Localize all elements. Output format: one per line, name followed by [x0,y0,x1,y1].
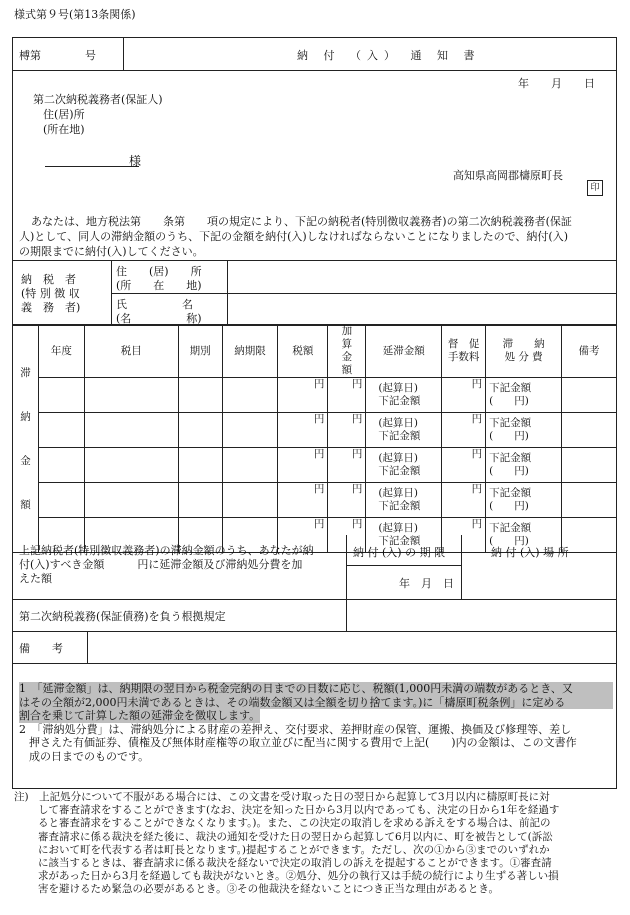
issue-date: 年 月 日 [518,77,595,90]
taxpayer-label-l2: (特 別 徴 収 [21,287,80,300]
taxpayer-label-l1: 納 税 者 [21,273,76,286]
taxpayer-address-l2: (所 在 地) [116,279,202,292]
col-late: 延滞金額 [366,325,442,378]
addressee-address: 住(居)所 [43,108,85,121]
note-2-line2: 押さえた有価証券、債権及び無体財産権等の取立並びに配当に関する費用で上記( )内の金額は、この文書作 [29,736,577,749]
notes-section [19,682,613,763]
col-year: 年度 [38,325,84,378]
note-1-line2: はその全額が2,000円未満であるときは、その端数金額又は全額を切り捨てます。)に「檮原町税条例」に定める [19,696,613,710]
summary-text-l3: えた額 [19,572,52,585]
addressee-role: 第二次納税義務者(保証人) [33,93,163,106]
number-label: 榑第 号 [19,49,96,62]
basis-row [13,599,616,632]
notice-form [12,37,617,789]
side-label: 滞 納 金 額 [13,325,39,553]
note-2-line3: 成の日までのものです。 [29,749,150,763]
table-row: 円 円 (起算日) 下記金額 円 下記金額 ( 円) [13,378,617,413]
col-remarks: 備考 [562,325,617,378]
seal-stamp: 印 [587,180,603,196]
col-tax: 税額 [278,325,328,378]
table-header-row [13,325,617,378]
document-title: 納 付 （入） 通 知 書 [297,49,481,62]
col-item: 税目 [84,325,178,378]
addressee-sama: 様 [129,154,142,168]
addressee-name-line [45,166,139,167]
summary-text-l1: 上記納税者(特別徴収義務者)の滞納金額のうち、あなたが納 [19,544,314,557]
body-text-line3: の期限までに納付(入)してください。 [19,245,204,258]
taxpayer-block [13,260,616,326]
number-cell [13,38,124,70]
form-number: 様式第９号(第13条関係) [14,8,136,21]
table-row: 円 円 (起算日) 下記金額 円 下記金額 ( 円) [13,413,617,448]
note-1-line3: 割合を乗じて計算した額の延滞金を徴収します。 [19,709,261,722]
remarks-label: 備 考 [19,642,63,655]
col-period: 期別 [178,325,222,378]
taxpayer-name-l1: 氏 名 [116,298,193,311]
remarks-row [13,631,616,664]
deadline-label: 納 付 (入) の 期 限 [353,546,446,559]
issuer-name: 高知県高岡郡檮原町長 [453,169,563,182]
note-2-line1: 2 「滞納処分費」は、滞納処分による財産の差押え、交付要求、差押財産の保管、運搬、換価及び修理等、差し [19,722,572,736]
basis-label: 第二次納税義務(保証債務)を負う根拠規定 [19,610,226,623]
taxpayer-name-l2: (名 称) [116,312,202,325]
table-row: 円 円 (起算日) 下記金額 円 下記金額 ( 円) [13,448,617,483]
table-row: 円 円 (起算日) 下記金額 円 下記金額 ( 円) [13,483,617,518]
col-add: 加 算 金 額 [328,325,366,378]
payment-place-label: 納 付 (入) 場 所 [491,546,569,559]
summary-text-l2: 付(入)すべき金額 円に延滞金額及び滞納処分費を加 [19,558,303,571]
note-1-line1: 1 「延滞金額」は、納期限の翌日から税金完納の日までの日数に応じ、税額(1,000円未満の端数があるとき、又 [19,682,613,696]
header-row [13,38,616,71]
arrears-table [12,324,617,553]
summary-block [13,535,616,600]
taxpayer-label-l3: 義 務 者) [21,301,81,314]
footer-note: 注) 上記処分について不服がある場合には、この文書を受け取った日の翌日から起算して3月以内に檮原町長に対 して審査請求をすることができます(なお、決定を知った日から3月以内であっても、決定の日から1年を経過す ると審査請求をすることができなくなります。)。また、この決定の取消しを求める訴えをする場合は、前記の 審査請求に係る裁決を経た後に、裁決の通知を受けた日の翌日から起算して6月以内に、町を被告として(訴訟 において町を代表する者は町長となります。)提起することができます。ただし、次の①から③までのいずれか に該当するときは、審査請求に係る裁決を経ないで決定の取消しの訴えを提起することができます。①審査請 求があった日から3月を経過しても裁決がないとき。②処分、処分の執行又は手続の続行により生ずる著しい損 害を避けるため緊急の必要があるとき。③その他裁決を経ないことにつき正当な理由があるとき。 [14,791,560,896]
table-row: 円 円 (起算日) 下記金額 円 下記金額 ( 円) [13,518,617,553]
body-text-line2: 人)として、同人の滞納金額のうち、下記の金額を納付(入)しなければならないことになりましたので、納付(入) [19,230,569,243]
taxpayer-address-l1: 住 (居) 所 [116,265,202,278]
body-text-line1: あなたは、地方税法第 条第 項の規定により、下記の納税者(特別徴収義務者)の第二次納税義務者(保証 [31,215,572,228]
col-disposal: 滞 納 処 分 費 [486,325,562,378]
addressee-location: (所在地) [43,123,85,136]
col-deadline: 納期限 [222,325,278,378]
deadline-date: 年 月 日 [399,577,454,590]
col-fee: 督 促 手数料 [442,325,486,378]
